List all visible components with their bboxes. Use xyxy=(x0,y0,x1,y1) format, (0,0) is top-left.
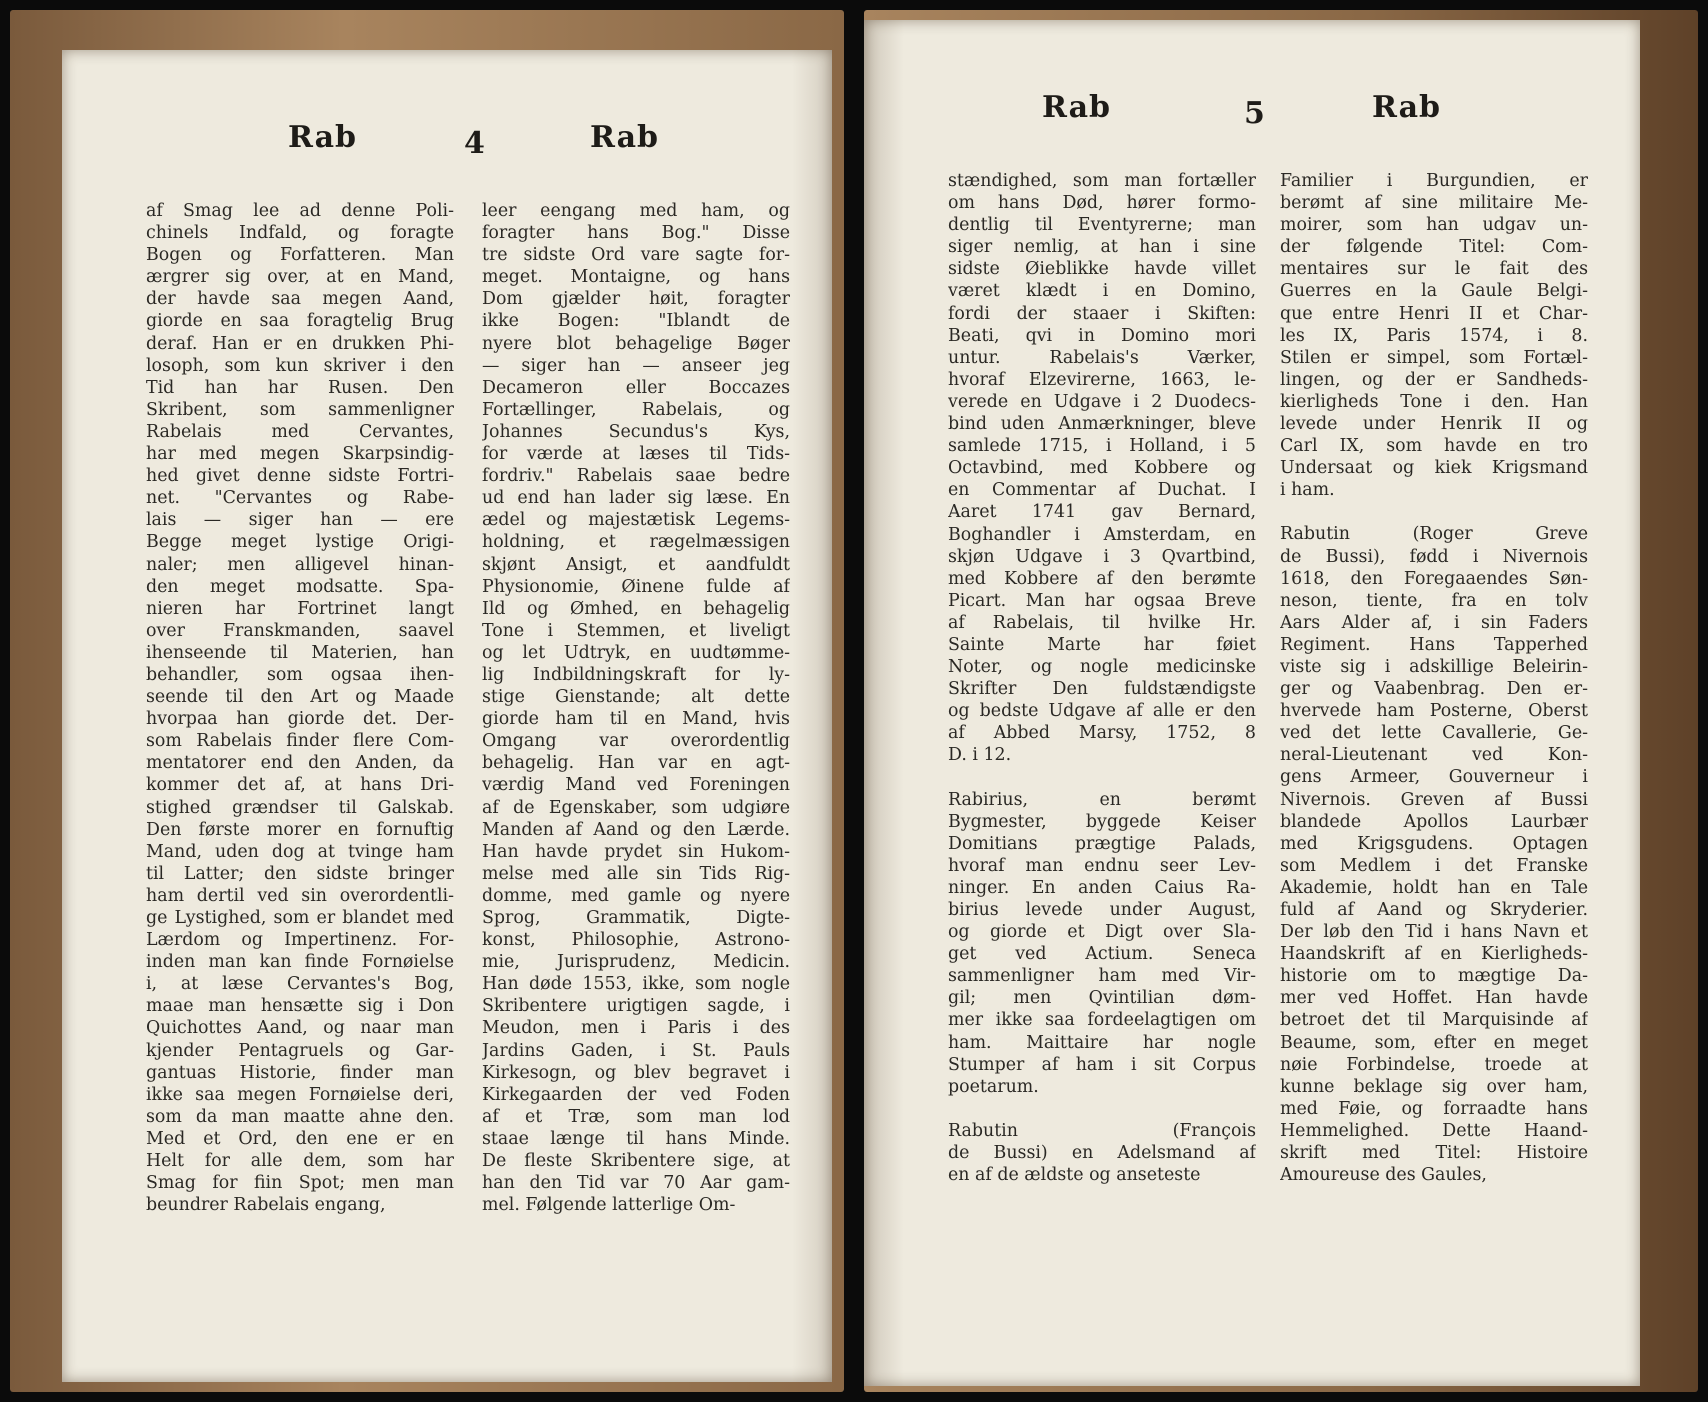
text-line: og bedste Udgave af alle er den xyxy=(948,701,1256,722)
text-line: om hans Død, hører formo- xyxy=(948,193,1256,214)
text-line: Skribent, som sammenligner xyxy=(146,399,454,420)
text-line: sidste Øieblikke havde villet xyxy=(948,259,1256,280)
text-line: Jardins Gaden, i St. Pauls xyxy=(482,1040,790,1061)
text-line: Nivernois. Greven af Bussi xyxy=(1280,789,1588,810)
text-line: hvervede ham Posterne, Oberst xyxy=(1280,701,1588,722)
text-line: der havde saa megen Aand, xyxy=(146,289,454,310)
text-line: Quichottes Aand, og naar man xyxy=(146,1018,454,1039)
text-line: neson, tiente, fra en tolv xyxy=(1280,590,1588,611)
text-line: konst, Philosophie, Astrono- xyxy=(482,930,790,951)
text-line: han den Tid var 70 Aar gam- xyxy=(482,1173,790,1194)
text-line: lais — siger han — ere xyxy=(146,510,454,531)
right-header-keyword-left: Rab xyxy=(1042,90,1112,125)
text-line: kjender Pentagruels og Gar- xyxy=(146,1040,454,1061)
text-line: ihenseende til Materien, han xyxy=(146,642,454,663)
text-line: les IX, Paris 1574, i 8. xyxy=(1280,325,1588,346)
left-header-keyword-right: Rab xyxy=(590,120,660,155)
text-line: Mand, uden dog at tvinge ham xyxy=(146,841,454,862)
text-line: Sainte Marte har føiet xyxy=(948,634,1256,655)
text-line: har med megen Skarpsindig- xyxy=(146,444,454,465)
text-line: Kirkegaarden der ved Foden xyxy=(482,1084,790,1105)
text-line: behagelig. Han var en agt- xyxy=(482,753,790,774)
right-page-number: 5 xyxy=(1244,96,1266,131)
text-line: Rabirius, en berømt xyxy=(948,789,1256,810)
text-line: Johannes Secundus's Kys, xyxy=(482,421,790,442)
text-line: kunne beklage sig over ham, xyxy=(1280,1076,1588,1097)
text-line: Den første morer en fornuftig xyxy=(146,819,454,840)
text-line: til Latter; den sidste bringer xyxy=(146,863,454,884)
text-line: D. i 12. xyxy=(948,745,1012,766)
text-line: som da man maatte ahne den. xyxy=(146,1106,454,1127)
text-line: nieren har Fortrinet langt xyxy=(146,598,454,619)
text-line: Skrifter Den fuldstændigste xyxy=(948,679,1256,700)
text-line: mentaires sur le fait des xyxy=(1280,259,1588,280)
text-line: Helt for alle dem, som har xyxy=(146,1151,454,1172)
text-line: berømt af sine militaire Me- xyxy=(1280,193,1588,214)
text-line: sammenligner ham med Vir- xyxy=(948,966,1256,987)
text-line: for værde at læses til Tids- xyxy=(482,444,790,465)
text-line: Rabelais med Cervantes, xyxy=(146,421,454,442)
left-header-keyword-left: Rab xyxy=(288,120,358,155)
text-line: ham dertil ved sin overordentli- xyxy=(146,885,454,906)
text-line: nøie Forbindelse, troede at xyxy=(1280,1054,1588,1075)
text-line: Haandskrift af en Kierligheds- xyxy=(1280,944,1588,965)
text-line: Undersaat og kiek Krigsmand xyxy=(1280,458,1588,479)
text-line: hvoraf man endnu seer Lev- xyxy=(948,855,1256,876)
text-line: hvorpaa han giorde det. Der- xyxy=(146,709,454,730)
text-line: behandler, som ogsaa ihen- xyxy=(146,664,454,685)
text-line: Lærdom og Impertinenz. For- xyxy=(146,930,454,951)
left-page-column-2 xyxy=(482,200,790,1216)
text-line: Skribentere urigtigen sagde, i xyxy=(482,996,790,1017)
text-line: Regiment. Hans Tapperhed xyxy=(1280,634,1588,655)
right-scan xyxy=(864,10,1698,1392)
text-line: Der løb den Tid i hans Navn et xyxy=(1280,922,1588,943)
text-line: været klædt i en Domino, xyxy=(948,281,1256,302)
text-line: ikke Bogen: "Iblandt de xyxy=(482,311,790,332)
text-line: og let Udtryk, en uudtømme- xyxy=(482,642,790,663)
text-line: Akademie, holdt han en Tale xyxy=(1280,877,1588,898)
paragraph-gap xyxy=(948,1098,1256,1120)
text-line: Stilen er simpel, som Fortæl- xyxy=(1280,347,1588,368)
text-line: leer eengang med ham, og xyxy=(482,201,790,221)
text-line: inden man kan finde Fornøielse xyxy=(146,952,454,973)
text-line: ærgrer sig over, at en Mand, xyxy=(146,267,454,288)
left-page xyxy=(62,50,832,1382)
text-line: mer ved Hoffet. Han havde xyxy=(1280,988,1588,1009)
text-line: skjønt Ansigt, et aandfuldt xyxy=(482,554,790,575)
right-page xyxy=(864,20,1640,1386)
text-line: af et Træ, som man lod xyxy=(482,1106,790,1127)
text-line: med Føie, og forraadte hans xyxy=(1280,1098,1588,1119)
text-line: den meget modsatte. Spa- xyxy=(146,576,454,597)
text-line: giorde ham til en Mand, hvis xyxy=(482,709,790,730)
text-line: Kirkesogn, og blev begravet i xyxy=(482,1062,790,1083)
text-line: ud end han lader sig læse. En xyxy=(482,488,790,509)
text-line: deraf. Han er en drukken Phi- xyxy=(146,333,454,354)
text-line: Bygmester, byggede Keiser xyxy=(948,811,1256,832)
text-line: ge Lystighed, som er blandet med xyxy=(146,908,454,928)
text-line: Carl IX, som havde en tro xyxy=(1280,436,1588,457)
text-line: ger og Vaabenbrag. Den er- xyxy=(1280,679,1588,700)
text-line: ikke saa megen Fornøielse deri, xyxy=(146,1084,454,1105)
text-line: Aaret 1741 gav Bernard, xyxy=(948,502,1256,523)
text-line: nyere blot behagelige Bøger xyxy=(482,333,790,354)
text-line: hed givet denne sidste Fortri- xyxy=(146,466,454,487)
text-line: bind uden Anmærkninger, bleve xyxy=(948,414,1256,435)
text-line: lingen, og der er Sandheds- xyxy=(1280,369,1588,390)
text-line: fordi der staaer i Skiften: xyxy=(948,303,1256,324)
left-scan xyxy=(10,10,844,1392)
right-header-keyword-right: Rab xyxy=(1372,90,1442,125)
text-line: med Kobbere af den berømte xyxy=(948,568,1256,589)
right-page-column-1 xyxy=(948,170,1256,1186)
text-line: seende til den Art og Maade xyxy=(146,687,454,708)
text-line: meget. Montaigne, og hans xyxy=(482,267,790,288)
text-line: melse med alle sin Tids Rig- xyxy=(482,863,790,884)
text-line: Beaume, som, efter en meget xyxy=(1280,1032,1588,1053)
text-line: lig Indbildningskraft for ly- xyxy=(482,664,790,685)
text-line: stige Gienstande; alt dette xyxy=(482,687,790,708)
text-line: ædel og majestætisk Legems- xyxy=(482,510,790,531)
text-line: poetarum. xyxy=(948,1076,1039,1097)
text-line: beundrer Rabelais engang, xyxy=(146,1195,386,1216)
text-line: De fleste Skribentere sige, at xyxy=(482,1151,790,1172)
text-line: Picart. Man har ogsaa Breve xyxy=(948,590,1256,611)
text-line: kierligheds Tone i den. Han xyxy=(1280,391,1588,412)
text-line: Beati, qvi in Domino mori xyxy=(948,325,1256,346)
text-line: Ild og Ømhed, en behagelig xyxy=(482,598,790,619)
text-line: Smag for fiin Spot; men man xyxy=(146,1173,454,1194)
text-line: levede under Henrik II og xyxy=(1280,414,1588,435)
text-line: Manden af Aand og den Lærde. xyxy=(482,819,790,840)
text-line: get ved Actium. Seneca xyxy=(948,944,1256,965)
text-line: Decameron eller Boccazes xyxy=(482,377,790,398)
text-line: losoph, som kun skriver i den xyxy=(146,355,454,376)
left-page-number: 4 xyxy=(464,126,486,161)
text-line: siger nemlig, at han i sine xyxy=(948,237,1256,258)
text-line: værdig Mand ved Foreningen xyxy=(482,775,790,796)
text-line: af Rabelais, til hvilke Hr. xyxy=(948,612,1256,633)
text-line: maae man hensætte sig i Don xyxy=(146,996,454,1017)
text-line: af Smag lee ad denne Poli- xyxy=(146,201,454,221)
text-line: que entre Henri II et Char- xyxy=(1280,303,1588,324)
text-line: Meudon, men i Paris i des xyxy=(482,1018,790,1039)
text-line: Bogen og Forfatteren. Man xyxy=(146,245,454,266)
text-line: over Franskmanden, saavel xyxy=(146,620,454,641)
text-line: Dom gjælder høit, foragter xyxy=(482,289,790,310)
text-line: Begge meget lystige Origi- xyxy=(146,532,454,553)
text-line: i, at læse Cervantes's Bog, xyxy=(146,974,454,995)
text-line: fuld af Aand og Skryderier. xyxy=(1280,900,1588,920)
text-line: Sprog, Grammatik, Digte- xyxy=(482,908,790,928)
text-line: stændighed, som man fortæller xyxy=(948,171,1256,191)
text-line: med Krigsgudens. Optagen xyxy=(1280,833,1588,854)
text-line: ham. Maittaire har nogle xyxy=(948,1032,1256,1053)
text-line: kommer det af, at hans Dri- xyxy=(146,775,454,796)
text-line: Noter, og nogle medicinske xyxy=(948,657,1256,678)
text-line: mer ikke saa fordeelagtigen om xyxy=(948,1010,1256,1031)
text-line: de Bussi), fødd i Nivernois xyxy=(1280,546,1588,567)
text-line: ninger. En anden Caius Ra- xyxy=(948,877,1256,898)
text-line: mel. Følgende latterlige Om- xyxy=(482,1195,736,1216)
text-line: 1618, den Foregaaendes Søn- xyxy=(1280,568,1588,589)
text-line: viste sig i adskillige Beleirin- xyxy=(1280,656,1588,677)
text-line: untur. Rabelais's Værker, xyxy=(948,347,1256,368)
text-line: verede en Udgave i 2 Duodecs- xyxy=(948,391,1256,412)
text-line: mentatorer end den Anden, da xyxy=(146,753,454,774)
text-line: mie, Jurisprudenz, Medicin. xyxy=(482,952,790,973)
text-line: Boghandler i Amsterdam, en xyxy=(948,524,1256,545)
text-line: som Rabelais finder flere Com- xyxy=(146,731,454,752)
text-line: af de Egenskaber, som udgiøre xyxy=(482,797,790,818)
text-line: ved det lette Cavallerie, Ge- xyxy=(1280,723,1588,744)
text-line: domme, med gamle og nyere xyxy=(482,885,790,906)
text-line: fordriv." Rabelais saae bedre xyxy=(482,466,790,487)
right-page-column-2 xyxy=(1280,170,1588,1186)
text-line: i ham. xyxy=(1280,480,1335,501)
text-line: skrift med Titel: Histoire xyxy=(1280,1143,1588,1164)
text-line: moirer, som han udgav un- xyxy=(1280,215,1588,236)
text-line: — siger han — anseer jeg xyxy=(482,355,790,376)
text-line: hvoraf Elzevirerne, 1663, le- xyxy=(948,369,1256,390)
text-line: en af de ældste og anseteste xyxy=(948,1165,1201,1186)
right-running-head xyxy=(864,90,1640,146)
text-line: Rabutin (François xyxy=(948,1120,1256,1141)
text-line: Physionomie, Øinene fulde af xyxy=(482,576,790,597)
text-line: Omgang var overordentlig xyxy=(482,731,790,752)
text-line: Rabutin (Roger Greve xyxy=(1280,524,1588,545)
text-line: Guerres en la Gaule Belgi- xyxy=(1280,281,1588,302)
text-line: blandede Apollos Laurbær xyxy=(1280,811,1588,832)
text-line: neral-Lieutenant ved Kon- xyxy=(1280,745,1588,766)
text-line: birius levede under August, xyxy=(948,900,1256,920)
text-line: Fortællinger, Rabelais, og xyxy=(482,399,790,420)
text-line: af Abbed Marsy, 1752, 8 xyxy=(948,723,1256,744)
text-line: Octavbind, med Kobbere og xyxy=(948,458,1256,479)
text-line: net. "Cervantes og Rabe- xyxy=(146,488,454,509)
text-line: der følgende Titel: Com- xyxy=(1280,237,1588,258)
text-line: Domitians prægtige Palads, xyxy=(948,833,1256,854)
text-line: skjøn Udgave i 3 Qvartbind, xyxy=(948,546,1256,567)
text-line: Aars Alder af, i sin Faders xyxy=(1280,612,1588,633)
text-line: samlede 1715, i Holland, i 5 xyxy=(948,436,1256,457)
text-line: betroet det til Marquisinde af xyxy=(1280,1010,1588,1031)
text-line: Tid han har Rusen. Den xyxy=(146,377,454,398)
text-line: gens Armeer, Gouverneur i xyxy=(1280,767,1588,788)
text-line: Tone i Stemmen, et liveligt xyxy=(482,620,790,641)
text-line: gil; men Qvintilian døm- xyxy=(948,988,1256,1009)
text-line: naler; men alligevel hinan- xyxy=(146,554,454,575)
paragraph-gap xyxy=(1280,501,1588,523)
text-line: tre sidste Ord vare sagte for- xyxy=(482,245,790,266)
text-line: Med et Ord, den ene er en xyxy=(146,1128,454,1149)
text-line: Amoureuse des Gaules, xyxy=(1280,1165,1487,1186)
text-line: gantuas Historie, finder man xyxy=(146,1062,454,1083)
text-line: Stumper af ham i sit Corpus xyxy=(948,1054,1256,1075)
text-line: stighed grændser til Galskab. xyxy=(146,797,454,818)
text-line: historie om to mægtige Da- xyxy=(1280,966,1588,987)
left-page-column-1 xyxy=(146,200,454,1216)
text-line: dentlig til Eventyrerne; man xyxy=(948,215,1256,236)
text-line: chinels Indfald, og foragte xyxy=(146,223,454,244)
text-line: og giorde et Digt over Sla- xyxy=(948,922,1256,943)
text-line: som Medlem i det Franske xyxy=(1280,855,1588,876)
text-line: Familier i Burgundien, er xyxy=(1280,171,1588,191)
text-line: en Commentar af Duchat. I xyxy=(948,480,1256,501)
text-line: Han døde 1553, ikke, som nogle xyxy=(482,974,790,995)
text-line: holdning, et rægelmæssigen xyxy=(482,532,790,553)
text-line: giorde en saa foragtelig Brug xyxy=(146,311,454,332)
text-line: de Bussi) en Adelsmand af xyxy=(948,1142,1256,1163)
text-line: Hemmelighed. Dette Haand- xyxy=(1280,1120,1588,1141)
text-line: foragter hans Bog." Disse xyxy=(482,223,790,244)
paragraph-gap xyxy=(948,767,1256,789)
text-line: staae længe til hans Minde. xyxy=(482,1128,790,1149)
left-running-head xyxy=(62,120,832,176)
text-line: Han havde prydet sin Hukom- xyxy=(482,841,790,862)
